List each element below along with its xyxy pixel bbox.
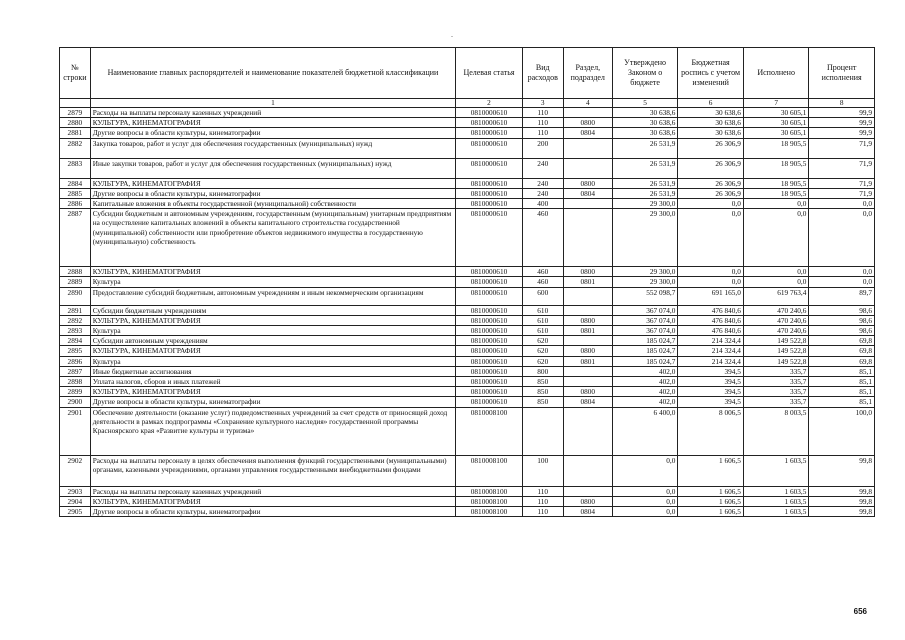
row-budget-schedule: 394,5 [678,397,744,407]
row-name: КУЛЬТУРА, КИНЕМАТОГРАФИЯ [90,118,456,128]
row-percent: 71,9 [809,178,875,188]
row-number: 2891 [60,305,91,315]
row-number: 2888 [60,267,91,277]
row-approved: 402,0 [612,377,678,387]
table-row [60,158,875,178]
row-budget-schedule: 8 006,5 [678,407,744,455]
row-approved: 402,0 [612,387,678,397]
row-name: Другие вопросы в области культуры, кинематографии [90,397,456,407]
row-expense-type: 620 [522,336,563,346]
row-expense-type: 850 [522,397,563,407]
row-name: Иные закупки товаров, работ и услуг для обеспечения государственных (муниципальных) нужд [90,158,456,178]
row-name: Субсидии бюджетным учреждениям [90,305,456,315]
row-target-article: 0810000610 [456,138,523,158]
row-budget-schedule: 0,0 [678,277,744,287]
row-target-article: 0810000610 [456,326,523,336]
row-percent: 98,6 [809,315,875,325]
row-budget-schedule: 26 306,9 [678,178,744,188]
row-target-article: 0810008100 [456,455,523,486]
row-section [563,455,612,486]
row-expense-type: 610 [522,315,563,325]
row-percent: 85,1 [809,377,875,387]
row-executed: 335,7 [743,397,809,407]
table-row [60,455,875,486]
row-approved: 26 531,9 [612,138,678,158]
row-executed: 1 603,5 [743,496,809,506]
top-mark: - [451,34,453,40]
row-approved: 29 300,0 [612,199,678,209]
row-budget-schedule: 26 306,9 [678,188,744,198]
row-budget-schedule: 476 840,6 [678,305,744,315]
row-target-article: 0810000610 [456,315,523,325]
row-number: 2886 [60,199,91,209]
row-section: 0800 [563,387,612,397]
row-name: КУЛЬТУРА, КИНЕМАТОГРАФИЯ [90,315,456,325]
row-budget-schedule: 394,5 [678,377,744,387]
row-section [563,199,612,209]
row-approved: 29 300,0 [612,209,678,267]
table-row [60,356,875,366]
row-expense-type: 800 [522,366,563,376]
row-approved: 185 024,7 [612,336,678,346]
row-expense-type: 400 [522,199,563,209]
row-executed: 149 522,8 [743,356,809,366]
row-number: 2882 [60,138,91,158]
row-budget-schedule: 394,5 [678,387,744,397]
row-percent: 99,9 [809,128,875,138]
row-section [563,336,612,346]
column-number: 4 [563,99,612,108]
row-budget-schedule: 691 165,0 [678,287,744,305]
table-row [60,267,875,277]
row-section [563,287,612,305]
header-name: Наименование главных распорядителей и наименование показателей бюджетной классификации [90,48,456,99]
column-number: 5 [612,99,678,108]
row-target-article: 0810000610 [456,199,523,209]
row-executed: 619 763,4 [743,287,809,305]
table-row [60,377,875,387]
row-section [563,377,612,387]
row-expense-type: 620 [522,356,563,366]
row-executed: 1 603,5 [743,486,809,496]
row-executed: 335,7 [743,387,809,397]
row-budget-schedule: 214 324,4 [678,336,744,346]
row-number: 2893 [60,326,91,336]
row-number: 2898 [60,377,91,387]
row-expense-type: 610 [522,326,563,336]
row-expense-type: 110 [522,128,563,138]
row-number: 2896 [60,356,91,366]
row-approved: 0,0 [612,486,678,496]
row-number: 2879 [60,108,91,118]
row-percent: 98,6 [809,305,875,315]
row-expense-type: 110 [522,496,563,506]
row-number: 2902 [60,455,91,486]
table-row [60,326,875,336]
table-row [60,486,875,496]
row-expense-type: 100 [522,455,563,486]
table-row [60,128,875,138]
table-row [60,407,875,455]
row-section: 0804 [563,188,612,198]
row-number: 2884 [60,178,91,188]
row-executed: 470 240,6 [743,326,809,336]
row-name: Предоставление субсидий бюджетным, автономным учреждениям и иным некоммерческим организациям [90,287,456,305]
row-expense-type: 110 [522,486,563,496]
row-expense-type: 850 [522,387,563,397]
row-budget-schedule: 1 606,5 [678,455,744,486]
row-number: 2880 [60,118,91,128]
row-name: Уплата налогов, сборов и иных платежей [90,377,456,387]
table-row [60,188,875,198]
table-row [60,178,875,188]
row-approved: 30 638,6 [612,108,678,118]
row-budget-schedule: 394,5 [678,366,744,376]
row-approved: 29 300,0 [612,277,678,287]
table-row [60,277,875,287]
row-budget-schedule: 30 638,6 [678,128,744,138]
row-target-article: 0810000610 [456,188,523,198]
row-executed: 18 905,5 [743,178,809,188]
row-name: Расходы на выплаты персоналу в целях обеспечения выполнения функций государственными (муниципальными) органами, казенными учреждениями, органами управления государственными внебюджетными фондами [90,455,456,486]
row-percent: 98,6 [809,326,875,336]
table-row [60,366,875,376]
table-row [60,336,875,346]
row-approved: 26 531,9 [612,178,678,188]
table-row [60,315,875,325]
budget-table [59,47,875,517]
row-percent: 99,8 [809,486,875,496]
row-target-article: 0810000610 [456,158,523,178]
header-row [60,48,875,99]
row-approved: 185 024,7 [612,356,678,366]
row-target-article: 0810000610 [456,387,523,397]
row-number: 2897 [60,366,91,376]
row-approved: 30 638,6 [612,118,678,128]
row-target-article: 0810000610 [456,336,523,346]
column-number: 3 [522,99,563,108]
row-name: Субсидии бюджетным и автономным учреждениям, государственным (муниципальным) унитарным предприятиям на осуществление капитальных вложений в объекты капитального строительства государственной (муниципальной) собственности или приобретение объектов недвижимого имущества в государственную (муниципальную) собственность [90,209,456,267]
row-percent: 99,8 [809,507,875,517]
row-approved: 185 024,7 [612,346,678,356]
row-executed: 18 905,5 [743,188,809,198]
row-section [563,158,612,178]
row-name: Другие вопросы в области культуры, кинематографии [90,188,456,198]
row-number: 2890 [60,287,91,305]
row-executed: 0,0 [743,199,809,209]
row-section: 0800 [563,346,612,356]
row-expense-type: 850 [522,377,563,387]
row-expense-type: 240 [522,178,563,188]
row-section [563,407,612,455]
row-approved: 0,0 [612,496,678,506]
row-section [563,209,612,267]
column-number: 1 [90,99,456,108]
row-number: 2889 [60,277,91,287]
row-target-article: 0810008100 [456,496,523,506]
table-row [60,346,875,356]
row-budget-schedule: 214 324,4 [678,346,744,356]
row-section [563,108,612,118]
row-section [563,486,612,496]
row-number: 2881 [60,128,91,138]
row-number: 2899 [60,387,91,397]
row-section: 0804 [563,397,612,407]
row-percent: 69,8 [809,356,875,366]
row-target-article: 0810000610 [456,377,523,387]
row-executed: 0,0 [743,277,809,287]
row-target-article: 0810000610 [456,128,523,138]
row-percent: 71,9 [809,158,875,178]
table-row [60,287,875,305]
row-section: 0804 [563,507,612,517]
row-percent: 0,0 [809,199,875,209]
row-approved: 402,0 [612,397,678,407]
row-number: 2894 [60,336,91,346]
row-section: 0800 [563,267,612,277]
row-budget-schedule: 26 306,9 [678,138,744,158]
row-expense-type: 240 [522,158,563,178]
row-target-article: 0810000610 [456,366,523,376]
column-number: 7 [743,99,809,108]
row-percent: 0,0 [809,267,875,277]
row-number: 2900 [60,397,91,407]
row-target-article: 0810000610 [456,267,523,277]
row-section: 0801 [563,326,612,336]
row-percent: 71,9 [809,188,875,198]
row-target-article: 0810000610 [456,305,523,315]
row-percent: 99,8 [809,496,875,506]
table-row [60,387,875,397]
row-target-article: 0810000610 [456,346,523,356]
row-name: Культура [90,356,456,366]
row-executed: 149 522,8 [743,336,809,346]
row-executed: 1 603,5 [743,507,809,517]
header-executed: Исполнено [743,48,809,99]
row-section: 0804 [563,128,612,138]
row-target-article: 0810000610 [456,209,523,267]
table-row [60,209,875,267]
row-percent: 71,9 [809,138,875,158]
row-executed: 470 240,6 [743,315,809,325]
row-expense-type: 240 [522,188,563,198]
table-row [60,496,875,506]
row-executed: 8 003,5 [743,407,809,455]
header-budget-schedule: Бюджетная роспись с учетом изменений [678,48,744,99]
row-number: 2903 [60,486,91,496]
row-number: 2883 [60,158,91,178]
row-name: Субсидии автономным учреждениям [90,336,456,346]
row-target-article: 0810000610 [456,118,523,128]
row-name: Расходы на выплаты персоналу казенных учреждений [90,108,456,118]
page-number: 656 [853,607,867,616]
row-target-article: 0810008100 [456,507,523,517]
row-expense-type: 460 [522,277,563,287]
row-approved: 367 074,0 [612,315,678,325]
row-number: 2904 [60,496,91,506]
column-number-empty [60,99,91,108]
row-budget-schedule: 0,0 [678,199,744,209]
row-executed: 470 240,6 [743,305,809,315]
row-budget-schedule: 0,0 [678,267,744,277]
row-expense-type: 460 [522,267,563,277]
row-percent: 69,8 [809,336,875,346]
row-number: 2892 [60,315,91,325]
table-row [60,397,875,407]
row-target-article: 0810000610 [456,277,523,287]
row-expense-type: 610 [522,305,563,315]
row-expense-type: 600 [522,287,563,305]
row-executed: 0,0 [743,267,809,277]
row-name: КУЛЬТУРА, КИНЕМАТОГРАФИЯ [90,346,456,356]
row-target-article: 0810000610 [456,178,523,188]
row-budget-schedule: 0,0 [678,209,744,267]
row-target-article: 0810008100 [456,407,523,455]
row-name: Другие вопросы в области культуры, кинематографии [90,128,456,138]
header-approved: Утверждено Законом о бюджете [612,48,678,99]
row-target-article: 0810000610 [456,287,523,305]
row-section [563,138,612,158]
row-budget-schedule: 30 638,6 [678,118,744,128]
row-budget-schedule: 30 638,6 [678,108,744,118]
row-target-article: 0810000610 [456,397,523,407]
row-expense-type: 110 [522,118,563,128]
row-executed: 18 905,5 [743,158,809,178]
row-budget-schedule: 1 606,5 [678,507,744,517]
row-approved: 30 638,6 [612,128,678,138]
row-percent: 99,8 [809,455,875,486]
row-name: Обеспечение деятельности (оказание услуг) подведомственных учреждений за счет средств от приносящей доход деятельности в рамках подпрограммы «Сохранение культурного наследия» государственной программы Красноярского края «Развитие культуры и туризма» [90,407,456,455]
row-executed: 30 605,1 [743,108,809,118]
row-budget-schedule: 476 840,6 [678,315,744,325]
row-executed: 335,7 [743,377,809,387]
row-percent: 69,8 [809,346,875,356]
row-target-article: 0810008100 [456,486,523,496]
table-row [60,138,875,158]
row-target-article: 0810000610 [456,356,523,366]
row-percent: 89,7 [809,287,875,305]
row-executed: 30 605,1 [743,128,809,138]
row-number: 2895 [60,346,91,356]
row-section: 0800 [563,315,612,325]
header-target-article: Целевая статья [456,48,523,99]
row-section [563,305,612,315]
table-row [60,118,875,128]
row-approved: 402,0 [612,366,678,376]
row-percent: 0,0 [809,277,875,287]
row-section: 0800 [563,496,612,506]
row-executed: 18 905,5 [743,138,809,158]
row-name: КУЛЬТУРА, КИНЕМАТОГРАФИЯ [90,496,456,506]
row-number: 2887 [60,209,91,267]
row-expense-type: 110 [522,507,563,517]
row-executed: 1 603,5 [743,455,809,486]
table-row [60,199,875,209]
row-name: Капитальные вложения в объекты государственной (муниципальной) собственности [90,199,456,209]
column-number-row [60,99,875,108]
row-name: КУЛЬТУРА, КИНЕМАТОГРАФИЯ [90,387,456,397]
row-executed: 0,0 [743,209,809,267]
row-approved: 367 074,0 [612,326,678,336]
row-name: Культура [90,326,456,336]
row-name: Расходы на выплаты персоналу казенных учреждений [90,486,456,496]
row-name: Другие вопросы в области культуры, кинематографии [90,507,456,517]
header-row-number: № строки [60,48,91,99]
row-name: Иные бюджетные ассигнования [90,366,456,376]
row-executed: 335,7 [743,366,809,376]
table-row [60,507,875,517]
header-section: Раздел, подраздел [563,48,612,99]
row-percent: 85,1 [809,397,875,407]
row-percent: 85,1 [809,366,875,376]
row-approved: 0,0 [612,507,678,517]
row-expense-type: 460 [522,209,563,267]
row-section: 0801 [563,277,612,287]
row-executed: 149 522,8 [743,346,809,356]
row-percent: 99,9 [809,108,875,118]
row-name: КУЛЬТУРА, КИНЕМАТОГРАФИЯ [90,267,456,277]
row-approved: 29 300,0 [612,267,678,277]
column-number: 6 [678,99,744,108]
row-expense-type [522,407,563,455]
table-row [60,305,875,315]
row-budget-schedule: 214 324,4 [678,356,744,366]
row-percent: 99,9 [809,118,875,128]
row-number: 2885 [60,188,91,198]
row-budget-schedule: 1 606,5 [678,486,744,496]
row-percent: 100,0 [809,407,875,455]
row-section: 0800 [563,118,612,128]
row-budget-schedule: 26 306,9 [678,158,744,178]
row-approved: 552 098,7 [612,287,678,305]
row-name: Закупка товаров, работ и услуг для обеспечения государственных (муниципальных) нужд [90,138,456,158]
row-expense-type: 110 [522,108,563,118]
row-section: 0801 [563,356,612,366]
row-budget-schedule: 476 840,6 [678,326,744,336]
row-approved: 6 400,0 [612,407,678,455]
row-target-article: 0810000610 [456,108,523,118]
column-number: 8 [809,99,875,108]
row-expense-type: 200 [522,138,563,158]
row-number: 2901 [60,407,91,455]
row-budget-schedule: 1 606,5 [678,496,744,506]
row-name: КУЛЬТУРА, КИНЕМАТОГРАФИЯ [90,178,456,188]
row-approved: 367 074,0 [612,305,678,315]
header-expense-type: Вид расходов [522,48,563,99]
row-name: Культура [90,277,456,287]
row-expense-type: 620 [522,346,563,356]
row-number: 2905 [60,507,91,517]
row-percent: 85,1 [809,387,875,397]
header-percent: Процент исполнения [809,48,875,99]
row-approved: 26 531,9 [612,158,678,178]
row-percent: 0,0 [809,209,875,267]
row-section [563,366,612,376]
column-number: 2 [456,99,523,108]
row-section: 0800 [563,178,612,188]
table-row [60,108,875,118]
row-approved: 0,0 [612,455,678,486]
row-approved: 26 531,9 [612,188,678,198]
row-executed: 30 605,1 [743,118,809,128]
